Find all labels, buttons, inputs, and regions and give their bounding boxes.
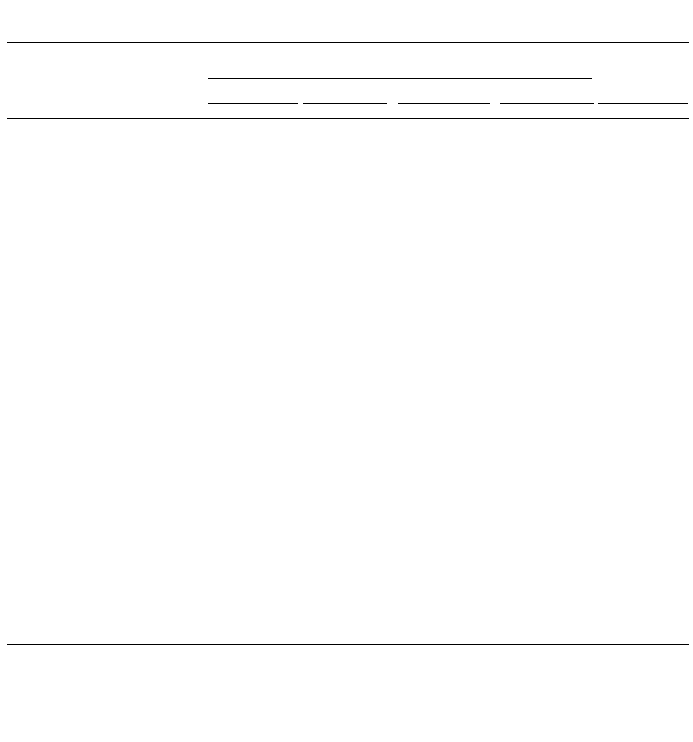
asian-underline	[398, 103, 490, 104]
bottom-rule	[7, 644, 689, 645]
american-indian-underline	[500, 103, 594, 104]
reach-group-underline	[208, 78, 592, 79]
top-rule	[7, 42, 689, 43]
black-underline	[208, 103, 298, 104]
mmsa-underline	[598, 103, 688, 104]
hispanic-underline	[303, 103, 387, 104]
header-rule	[7, 118, 689, 119]
